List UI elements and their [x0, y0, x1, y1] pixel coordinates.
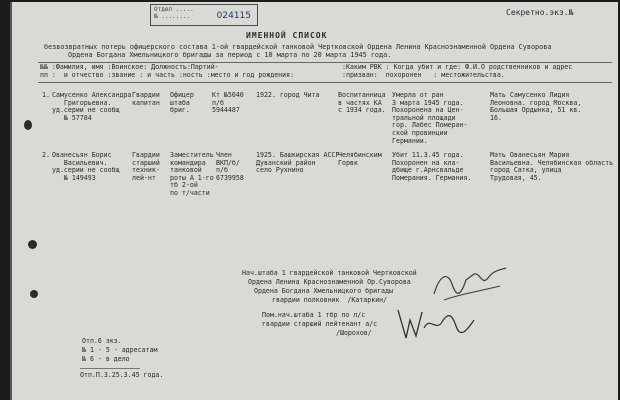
- distribution-line-4: Отп.П.З.25.3.45 года.: [80, 371, 164, 379]
- document-heading-line-2: Ордена Богдана Хмельницкого бригады за период с 10 марта по 20 марта 1945 года.: [68, 51, 392, 59]
- row-1-birth: 1922. город Чита: [256, 91, 320, 99]
- footer-line-4: гвардии полковник /Катаркин/: [272, 296, 388, 304]
- left-page-edge: [10, 2, 12, 400]
- binder-hole: [30, 290, 38, 298]
- binder-hole: [28, 240, 37, 249]
- column-headers-left-2: пп : и отчество :звание : и часть :ность :место и год рождения:: [40, 71, 295, 79]
- binder-hole: [24, 120, 32, 130]
- column-headers-right-2: :призван: похоронен : местожительства.: [342, 71, 505, 79]
- distribution-line-2: № 1 - 5 - адресатам: [82, 346, 158, 354]
- footer-line-2: Ордена Ленина Краснознаменной Ор.Суворова: [248, 278, 411, 286]
- footer-line-7: /Шорохов/: [336, 329, 372, 337]
- stamp-line-2: № ........: [154, 13, 191, 20]
- row-2-death: Убит 11.3.45 года. Похоронен на кла- дбище г.Арнсвальде Померания. Германия.: [392, 151, 472, 182]
- stamp-number: 024115: [216, 11, 251, 21]
- row-1-relatives: Мать Самусенко Лидия Леоновна. город Москва, Большая Ордынка, 51 кв. 16.: [490, 91, 582, 122]
- signature-assistant: [396, 302, 478, 342]
- row-1-name: Самусенко Александра Григорьевна. уд.серии не сообщ № 57784: [52, 91, 132, 122]
- row-2-party: Член ВКП/б/ п/б 6739958: [216, 151, 244, 182]
- row-2-rvk: Челябинским Горвк: [338, 151, 382, 167]
- row-2-rank: Гвардии старший техник- лей-нт: [132, 151, 160, 182]
- row-1-death: Умерла от ран 3 марта 1945 года. Похоронена на Цен- тральной площади гор. Лабес Померан- ской провинции Германии.: [392, 91, 468, 145]
- distribution-rule: [80, 368, 140, 369]
- registry-stamp: [150, 4, 258, 26]
- row-2-number: 2.: [42, 151, 50, 159]
- column-headers-right: :Каким РВК : Когда убит и где: Ф.И.О родственников и адрес: [342, 63, 573, 71]
- column-headers-left: №№ :Фамилия, имя :Воинское: Должность:Партий-: [40, 63, 219, 71]
- distribution-line-1: Отп.6 экз.: [82, 337, 122, 345]
- row-2-position: Заместитель командира танковой роты А 1-го тб 2-ой по т/части: [170, 151, 214, 197]
- table-header-rule: [38, 82, 612, 83]
- footer-line-3: Ордена Богдана Хмельницкого бригады: [254, 287, 393, 295]
- document-heading-line-1: безвозвратных потерь офицерского состава 1-ой гвардейской танковой Чертковской Ордена Ленина Краснознаменной Ордена Суворова: [44, 43, 552, 51]
- row-2-birth: 1925. Башкирская АССР Дуванский район село Рухнино: [256, 151, 340, 175]
- row-1-position: Офицер штаба бриг.: [170, 91, 194, 115]
- distribution-line-3: № 6 - в дело: [82, 355, 130, 363]
- footer-line-1: Нач.штаба 1 гвардейской танковой Чертковской: [242, 269, 417, 277]
- footer-line-5: Пом.нач.штаба 1 тбр по л/с: [262, 311, 366, 319]
- row-2-relatives: Мать Ованесьян Мария Васильевна. Челябинская область город Сатка, улица Трудовая, 45.: [490, 151, 614, 182]
- secrecy-mark: Секретно.экз.№: [506, 8, 574, 17]
- document-title: ИМЕННОЙ СПИСОК: [246, 31, 328, 40]
- row-2-name: Ованесьян Борис Васильевич. уд.серии не сообщ № 149493: [52, 151, 120, 182]
- row-1-rvk: Воспитанница в частях КА с 1934 года.: [338, 91, 386, 115]
- row-1-rank: Гвардии капитан: [132, 91, 160, 107]
- footer-line-6: гвардии старший лейтенант а/с: [262, 320, 378, 328]
- document-sheet: [10, 2, 618, 400]
- row-1-party: Кт №5040 п/б 5944487: [212, 91, 244, 115]
- row-1-number: 1.: [42, 91, 50, 99]
- signature-commander: [430, 264, 510, 304]
- stamp-line-1: Отдел .....: [154, 6, 194, 13]
